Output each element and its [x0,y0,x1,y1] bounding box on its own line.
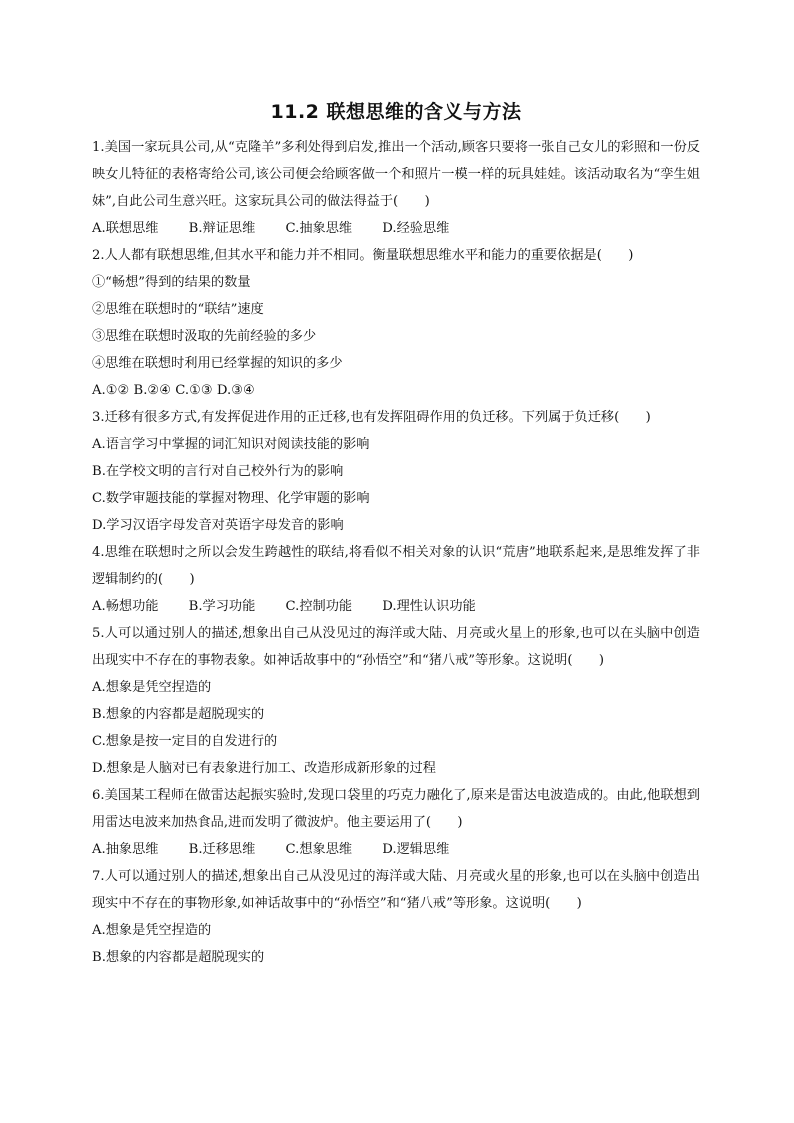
option-a: A.语言学习中掌握的词汇知识对阅读技能的影响 [92,437,370,452]
statement-item: ④思维在联想时利用已经掌握的知识的多少 [92,356,343,371]
statement-item: ①“畅想”得到的结果的数量 [92,275,251,290]
option-row [92,593,700,620]
option-c: C.控制功能 [285,599,353,614]
option-d: D.想象是人脑对已有表象进行加工、改造形成新形象的过程 [92,761,436,776]
option-d: D.经验思维 [382,221,450,236]
question-stem: 5.人可以通过别人的描述,想象出自己从没见过的海洋或大陆、月亮或火星上的形象,也可以在头脑中创造出现实中不存在的事物表象。如神话故事中的“孙悟空”和“猪八戒”等形象。这说明( ) [92,626,700,668]
option-c: C.想象是按一定目的自发进行的 [92,734,278,749]
question-stem: 6.美国某工程师在做雷达起振实验时,发现口袋里的巧克力融化了,原来是雷达电波造成的。由此,他联想到用雷达电波来加热食品,进而发明了微波炉。他主要运用了( ) [92,788,700,830]
question-1 [92,134,700,242]
page-title: 11.2 联想思维的含义与方法 [270,101,522,123]
document-page [92,98,700,971]
option-c: C.抽象思维 [285,221,353,236]
question-stem: 7.人可以通过别人的描述,想象出自己从没见过的海洋或大陆、月亮或火星的形象,也可以在头脑中创造出现实中不存在的事物形象,如神话故事中的“孙悟空”和“猪八戒”等形象。这说明( ) [92,869,700,911]
option-c: C.想象思维 [285,842,353,857]
option-b: B.辩证思维 [188,221,256,236]
option-a: A.想象是凭空捏造的 [92,923,212,938]
question-stem: 3.迁移有很多方式,有发挥促进作用的正迁移,也有发挥阻碍作用的负迁移。下列属于负迁移( ) [92,410,651,425]
option-d: D.逻辑思维 [382,842,450,857]
option-d: D.理性认识功能 [382,599,476,614]
question-6 [92,782,700,863]
option-a: A.畅想功能 [92,599,159,614]
option-row: A.①② B.②④ C.①③ D.③④ [92,383,255,398]
question-3 [92,404,700,539]
option-row [92,836,700,863]
statement-item: ②思维在联想时的“联结”速度 [92,302,264,317]
option-b: B.想象的内容都是超脱现实的 [92,707,265,722]
question-stem: 1.美国一家玩具公司,从“克隆羊”多利处得到启发,推出一个活动,顾客只要将一张自己女儿的彩照和一份反映女儿特征的表格寄给公司,该公司便会给顾客做一个和照片一模一样的玩具娃娃。该活动取名为“孪生姐妹”,自此公司生意兴旺。这家玩具公司的做法得益于( ) [92,140,700,209]
option-b: B.在学校文明的言行对自己校外行为的影响 [92,464,344,479]
option-a: A.想象是凭空捏造的 [92,680,212,695]
question-7 [92,863,700,971]
question-2 [92,242,700,404]
question-4 [92,539,700,620]
option-d: D.学习汉语字母发音对英语字母发音的影响 [92,518,344,533]
option-a: A.抽象思维 [92,842,159,857]
statement-item: ③思维在联想时汲取的先前经验的多少 [92,329,317,344]
option-b: B.学习功能 [188,599,256,614]
option-row [92,215,700,242]
option-b: B.迁移思维 [188,842,256,857]
question-stem: 2.人人都有联想思维,但其水平和能力并不相同。衡量联想思维水平和能力的重要依据是( ) [92,248,634,263]
option-c: C.数学审题技能的掌握对物理、化学审题的影响 [92,491,370,506]
question-stem: 4.思维在联想时之所以会发生跨越性的联结,将看似不相关对象的认识“荒唐”地联系起来,是思维发挥了非逻辑制约的( ) [92,545,700,587]
question-5 [92,620,700,782]
option-b: B.想象的内容都是超脱现实的 [92,950,265,965]
option-a: A.联想思维 [92,221,159,236]
